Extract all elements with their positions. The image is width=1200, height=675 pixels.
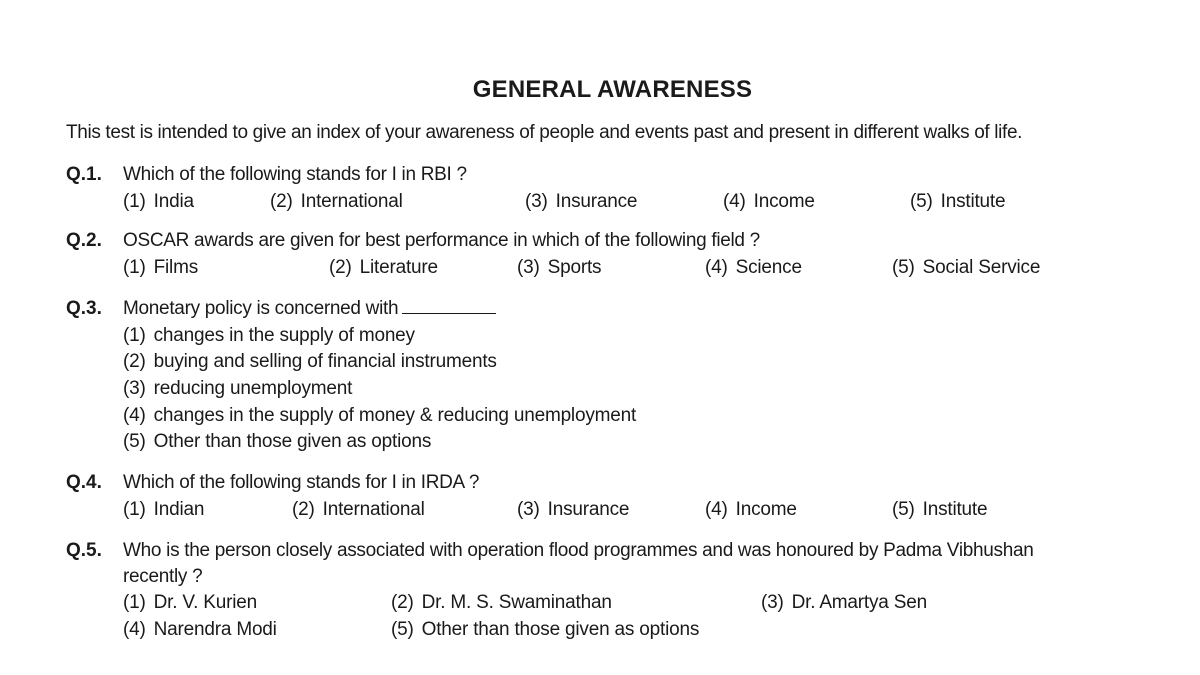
option-number: (1)	[123, 325, 146, 346]
option	[517, 257, 601, 279]
option-number: (4)	[705, 257, 728, 278]
option-number: (2)	[123, 351, 146, 372]
option-number: (1)	[123, 257, 146, 278]
option-text: Dr. V. Kurien	[153, 592, 257, 613]
option-text: Science	[735, 257, 802, 278]
option-text: changes in the supply of money & reducing unemployment	[153, 405, 637, 426]
option	[123, 378, 352, 400]
option-number: (1)	[123, 592, 146, 613]
option	[292, 499, 425, 521]
option	[892, 499, 987, 521]
answer-blank-line	[402, 312, 496, 314]
question-number: Q.3.	[66, 298, 102, 319]
option-text: Insurance	[555, 191, 638, 212]
option-number: (4)	[705, 499, 728, 520]
option-number: (2)	[292, 499, 315, 520]
option-number: (5)	[123, 431, 146, 452]
option-text: Income	[753, 191, 815, 212]
option-number: (5)	[892, 499, 915, 520]
option	[123, 499, 204, 521]
option-text: International	[300, 191, 403, 212]
question-text	[123, 298, 496, 320]
question-text: OSCAR awards are given for best performance in which of the following field ?	[123, 230, 760, 251]
option-number: (3)	[761, 592, 784, 613]
option	[910, 191, 1005, 213]
option-number: (5)	[391, 619, 414, 640]
question-number: Q.4.	[66, 472, 102, 493]
intro-text: This test is intended to give an index of your awareness of people and events past and present in different walks of life.	[66, 122, 1023, 143]
question-number: Q.2.	[66, 230, 102, 251]
option-number: (4)	[723, 191, 746, 212]
option-text: buying and selling of financial instruments	[153, 351, 497, 372]
option	[892, 257, 1040, 279]
option	[761, 592, 927, 614]
question-text: Which of the following stands for I in RBI ?	[123, 164, 467, 185]
option-text: Other than those given as options	[421, 619, 700, 640]
option	[123, 431, 431, 453]
option-text: Institute	[922, 499, 988, 520]
option-text: International	[322, 499, 425, 520]
option-number: (1)	[123, 191, 146, 212]
option-text: Institute	[940, 191, 1006, 212]
option-text: Social Service	[922, 257, 1041, 278]
option-number: (4)	[123, 405, 146, 426]
option	[123, 351, 497, 373]
option-number: (5)	[910, 191, 933, 212]
question-number: Q.1.	[66, 164, 102, 185]
option-text: Income	[735, 499, 797, 520]
question-text-content: Monetary policy is concerned with	[123, 298, 399, 319]
question-text: Which of the following stands for I in IRDA ?	[123, 472, 480, 493]
option-text: Films	[153, 257, 199, 278]
option-text: Literature	[359, 257, 438, 278]
question-number: Q.5.	[66, 540, 102, 561]
option	[517, 499, 629, 521]
option-number: (5)	[892, 257, 915, 278]
option-text: changes in the supply of money	[153, 325, 415, 346]
option-text: India	[153, 191, 194, 212]
option-number: (3)	[517, 257, 540, 278]
option	[123, 592, 257, 614]
option	[723, 191, 815, 213]
question-text-continued: recently ?	[123, 566, 203, 587]
option	[123, 405, 636, 427]
option-number: (4)	[123, 619, 146, 640]
option-text: Dr. Amartya Sen	[791, 592, 927, 613]
option-text: Narendra Modi	[153, 619, 277, 640]
option-number: (1)	[123, 499, 146, 520]
option	[391, 619, 699, 641]
option	[525, 191, 637, 213]
option-text: Insurance	[547, 499, 630, 520]
option-text: Sports	[547, 257, 602, 278]
option-number: (2)	[329, 257, 352, 278]
option-number: (3)	[123, 378, 146, 399]
option	[270, 191, 403, 213]
option	[391, 592, 612, 614]
option-text: Other than those given as options	[153, 431, 432, 452]
option-number: (3)	[525, 191, 548, 212]
option	[123, 257, 198, 279]
option	[123, 619, 277, 641]
option-text: Dr. M. S. Swaminathan	[421, 592, 612, 613]
option	[123, 191, 194, 213]
option	[705, 257, 802, 279]
option-number: (3)	[517, 499, 540, 520]
option-text: reducing unemployment	[153, 378, 353, 399]
option	[705, 499, 797, 521]
option-number: (2)	[270, 191, 293, 212]
option-text: Indian	[153, 499, 205, 520]
option	[123, 325, 415, 347]
option	[329, 257, 438, 279]
question-text: Who is the person closely associated with operation flood programmes and was honoured by Padma Vibhushan	[123, 540, 1034, 561]
option-number: (2)	[391, 592, 414, 613]
page-title: GENERAL AWARENESS	[472, 76, 753, 103]
